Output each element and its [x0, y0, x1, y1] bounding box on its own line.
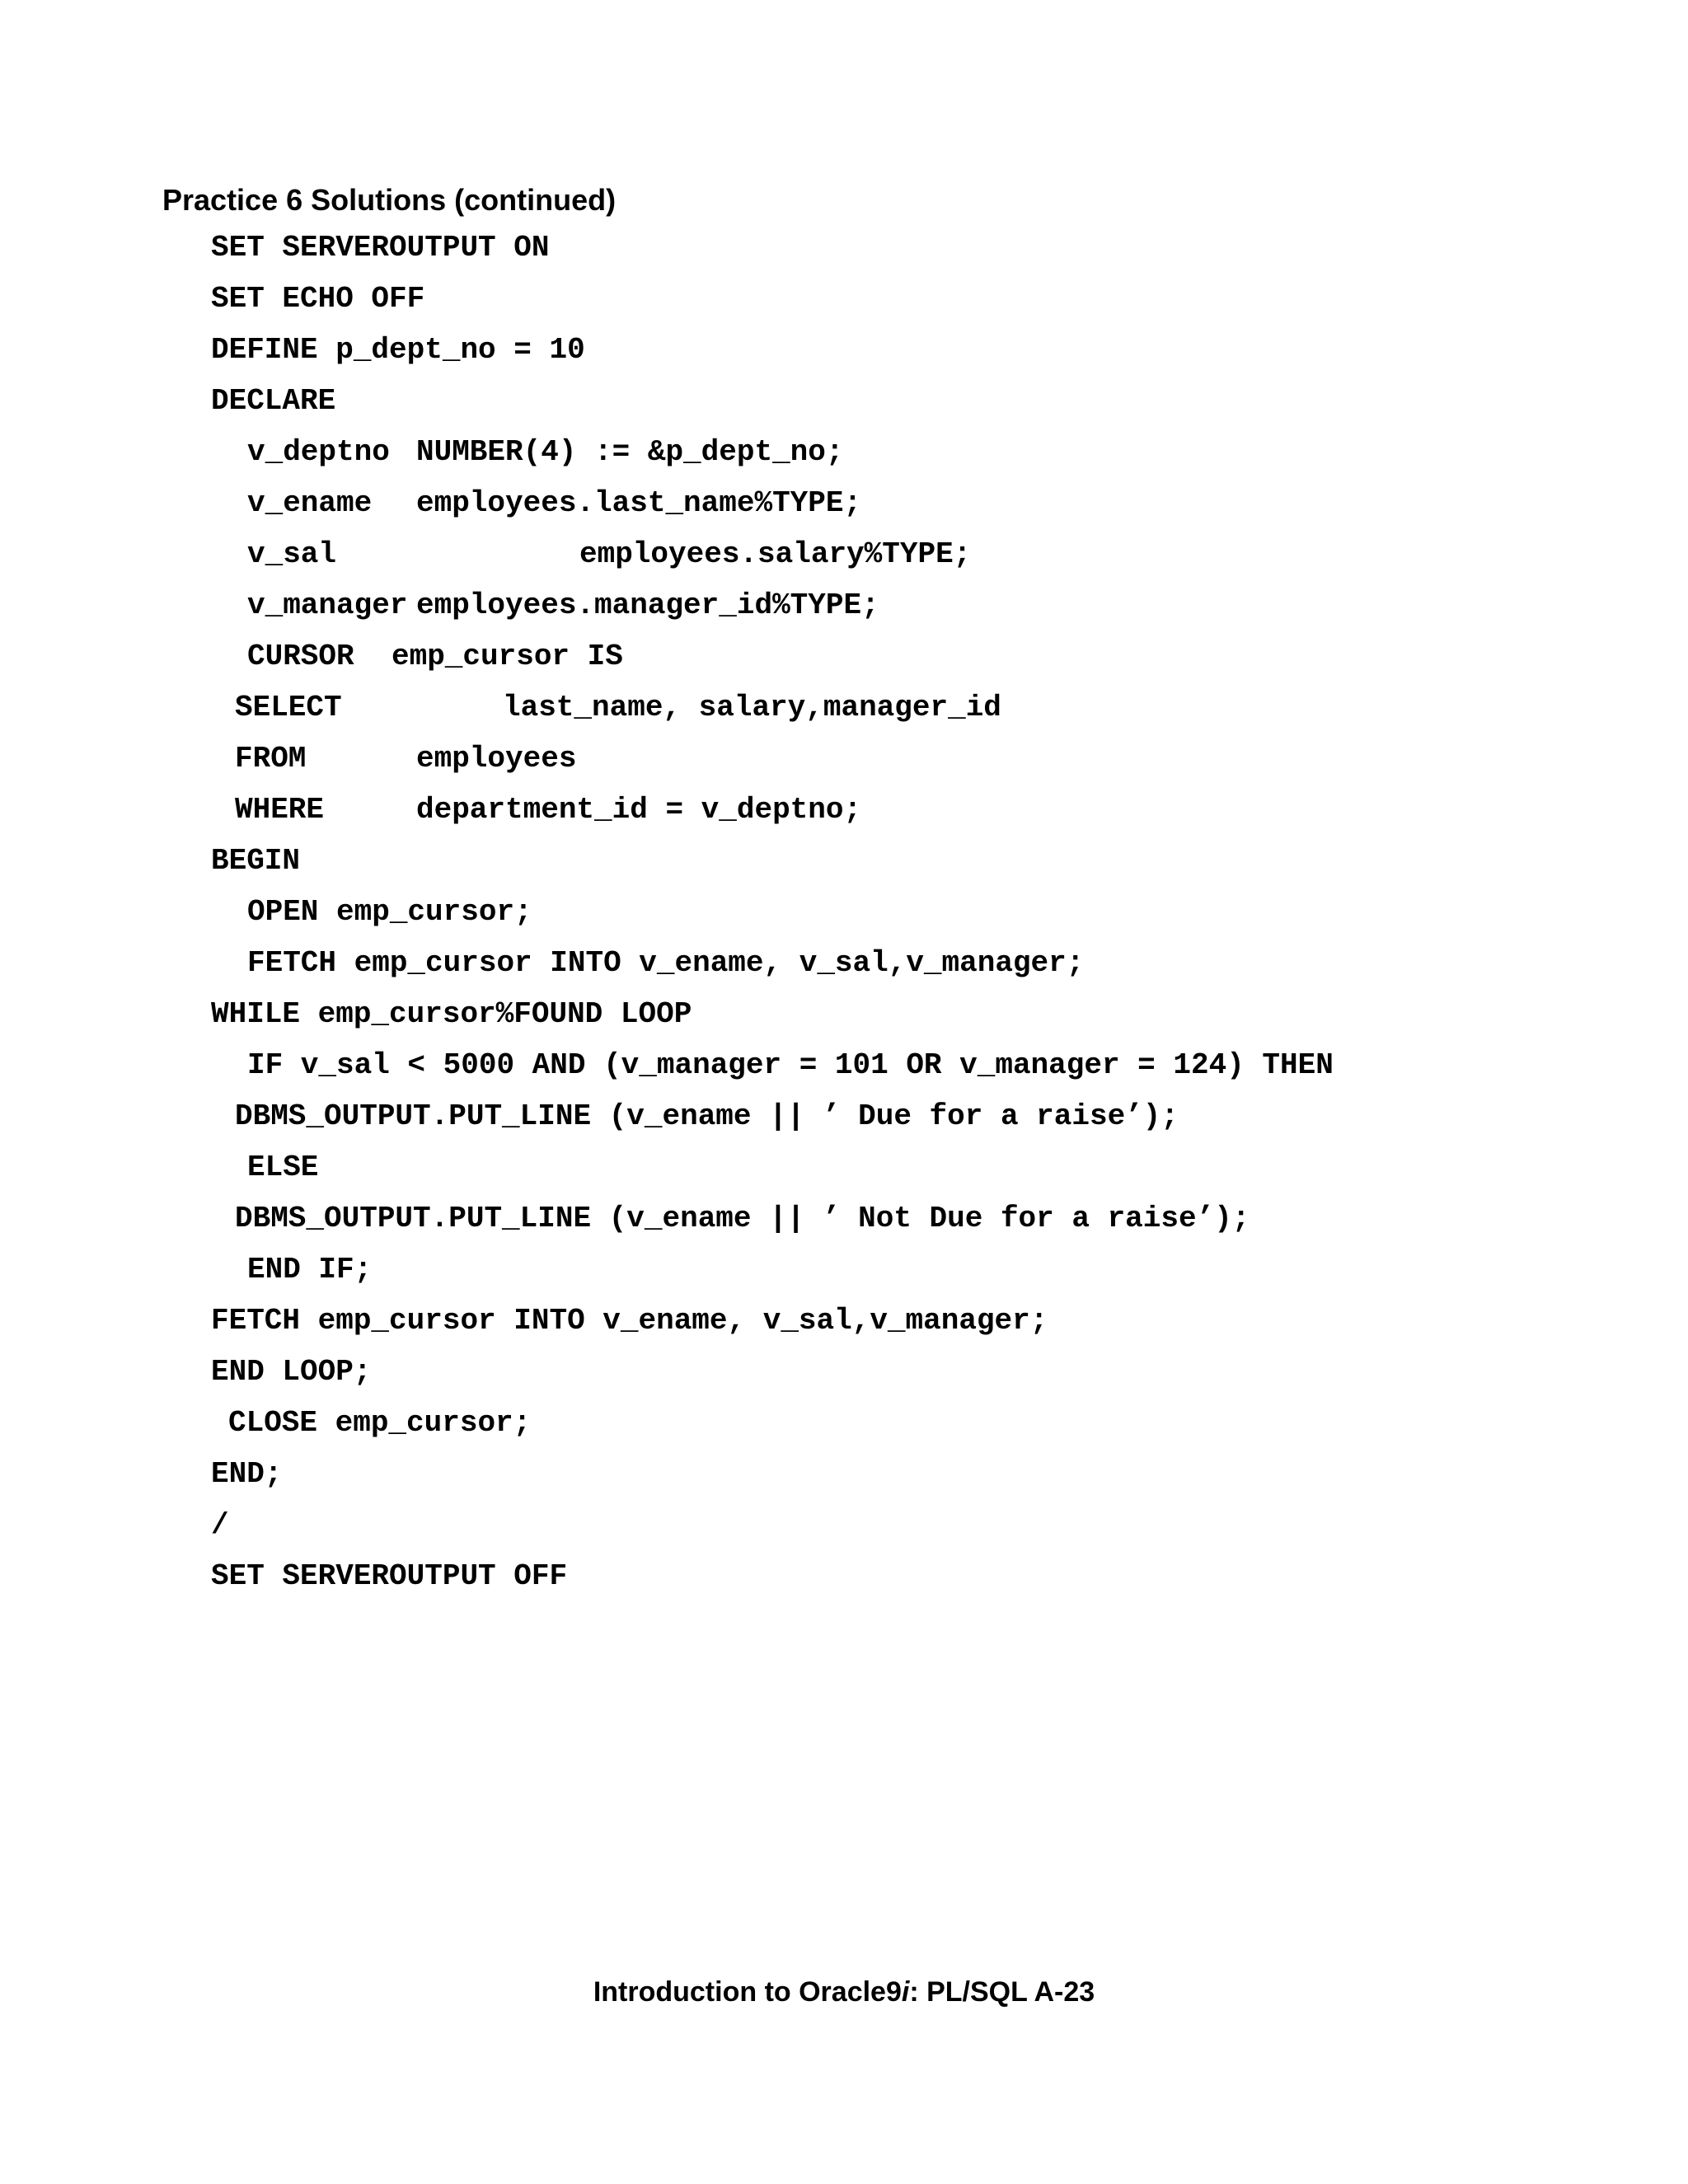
code-text: OPEN emp_cursor;	[247, 895, 532, 929]
code-line	[0, 1142, 1688, 1193]
footer-text: Introduction to Oracle9	[593, 1976, 902, 2008]
code-line	[0, 1040, 1688, 1091]
code-line	[0, 989, 1688, 1040]
code-text: SET SERVEROUTPUT OFF	[211, 1559, 568, 1593]
code-text: SELECT	[235, 691, 342, 724]
code-text: SET SERVEROUTPUT ON	[211, 231, 550, 265]
code-text: END IF;	[247, 1253, 373, 1286]
code-text: DECLARE	[211, 384, 336, 418]
code-text: CLOSE emp_cursor;	[228, 1406, 532, 1440]
code-line	[0, 887, 1688, 938]
page-footer	[0, 1971, 1688, 2013]
code-text: last_name, salary,manager_id	[503, 691, 1001, 724]
code-text: CURSOR	[247, 640, 354, 673]
code-line	[0, 1244, 1688, 1296]
footer-text: : PL/SQL A-23	[909, 1976, 1095, 2008]
code-text: v_deptno	[247, 435, 390, 469]
code-line	[0, 938, 1688, 989]
code-line	[0, 223, 1688, 274]
code-line	[0, 1091, 1688, 1142]
code-text: IF v_sal < 5000 AND (v_manager = 101 OR v_manager = 124) THEN	[247, 1048, 1334, 1082]
code-text: ELSE	[247, 1151, 319, 1184]
code-text: WHERE	[235, 793, 325, 827]
code-line	[0, 1193, 1688, 1244]
code-text: v_manager	[247, 588, 408, 622]
code-text: FETCH emp_cursor INTO v_ename, v_sal,v_manager;	[247, 946, 1085, 980]
code-line	[0, 529, 1688, 580]
code-text: DBMS_OUTPUT.PUT_LINE (v_ename || ’ Not Due for a raise’);	[235, 1202, 1250, 1235]
code-text: BEGIN	[211, 844, 301, 878]
code-line	[0, 1398, 1688, 1449]
code-line	[0, 1500, 1688, 1551]
footer-italic-text: i	[901, 1976, 910, 2008]
code-text: DEFINE p_dept_no = 10	[211, 333, 585, 367]
code-text: SET ECHO OFF	[211, 282, 425, 316]
code-text: department_id = v_deptno;	[416, 793, 862, 827]
code-text: FROM	[235, 742, 307, 776]
code-text: emp_cursor IS	[392, 640, 623, 673]
code-line	[0, 376, 1688, 427]
code-line	[0, 733, 1688, 785]
code-text: employees	[416, 742, 577, 776]
code-line	[0, 1551, 1688, 1602]
code-text: END;	[211, 1457, 283, 1491]
code-line	[0, 1296, 1688, 1347]
code-line	[0, 785, 1688, 836]
code-text: WHILE emp_cursor%FOUND LOOP	[211, 997, 692, 1031]
code-text: v_ename	[247, 486, 373, 520]
code-text: employees.salary%TYPE;	[579, 537, 972, 571]
code-line	[0, 1347, 1688, 1398]
code-text: v_sal	[247, 537, 337, 571]
code-text: FETCH emp_cursor INTO v_ename, v_sal,v_manager;	[211, 1304, 1048, 1338]
code-line	[0, 631, 1688, 682]
code-text: NUMBER(4) := &p_dept_no;	[416, 435, 844, 469]
code-line	[0, 1449, 1688, 1500]
page-heading: Practice 6 Solutions (continued)	[162, 183, 617, 217]
code-line	[0, 274, 1688, 325]
code-line	[0, 682, 1688, 733]
code-line	[0, 427, 1688, 478]
code-line	[0, 478, 1688, 529]
code-text: employees.last_name%TYPE;	[416, 486, 862, 520]
code-block	[0, 223, 1688, 1602]
code-line	[0, 836, 1688, 887]
code-text: employees.manager_id%TYPE;	[416, 588, 879, 622]
code-text: DBMS_OUTPUT.PUT_LINE (v_ename || ’ Due for a raise’);	[235, 1099, 1179, 1133]
code-line	[0, 325, 1688, 376]
code-text: /	[211, 1508, 229, 1542]
code-text: END LOOP;	[211, 1355, 372, 1389]
code-line	[0, 580, 1688, 631]
